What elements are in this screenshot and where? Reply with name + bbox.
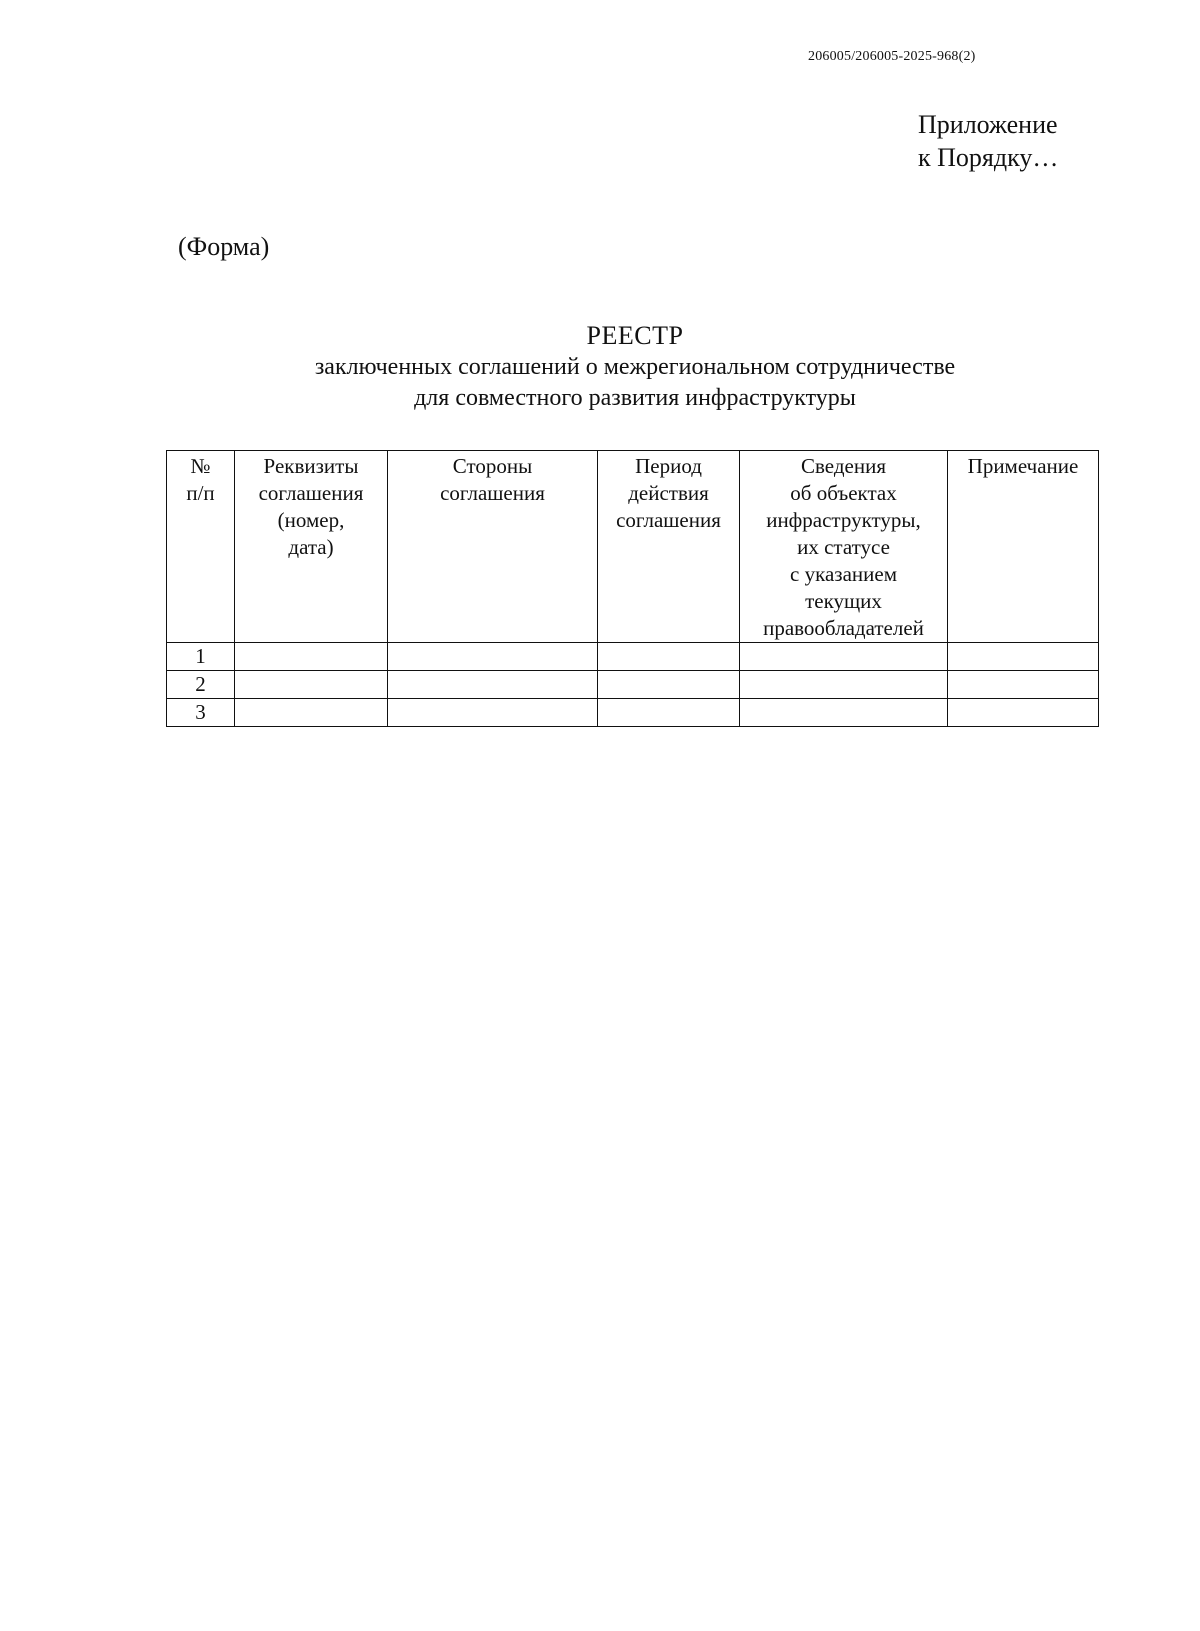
table-cell [740,643,948,671]
document-subtitle-line: для совместного развития инфраструктуры [414,385,856,411]
table-cell [948,643,1099,671]
table-cell: 2 [167,671,235,699]
document-number: 206005/206005-2025-968(2) [808,49,976,64]
table-cell [235,699,388,727]
appendix-reference [918,108,1058,174]
table-cell [948,671,1099,699]
registry-table [166,450,1099,727]
table-row [167,671,1099,699]
table-cell [388,643,598,671]
table-row [167,699,1099,727]
column-header-period: Период действия соглашения [598,451,740,643]
title-block [0,320,1200,414]
column-header-note: Примечание [948,451,1099,643]
table-cell [740,671,948,699]
form-label: (Форма) [178,232,270,261]
column-header-number: № п/п [167,451,235,643]
table-cell [598,699,740,727]
table-cell [948,699,1099,727]
appendix-line: Приложение [918,110,1058,139]
table-cell [598,671,740,699]
table-cell [388,699,598,727]
column-header-agreement-details: Реквизиты соглашения (номер, дата) [235,451,388,643]
table-cell: 1 [167,643,235,671]
document-title: РЕЕСТР [586,321,684,350]
column-header-infrastructure-info: Сведения об объектах инфраструктуры, их статусе с указанием текущих правообладателей [740,451,948,643]
appendix-line: к Порядку… [918,143,1059,172]
column-header-parties: Стороны соглашения [388,451,598,643]
table-cell [740,699,948,727]
table-cell [235,671,388,699]
table-cell [388,671,598,699]
table-cell [598,643,740,671]
table-row [167,643,1099,671]
document-subtitle-line: заключенных соглашений о межрегиональном сотрудничестве [314,354,956,380]
table-header-row [167,451,1099,643]
table-cell [235,643,388,671]
table-cell: 3 [167,699,235,727]
